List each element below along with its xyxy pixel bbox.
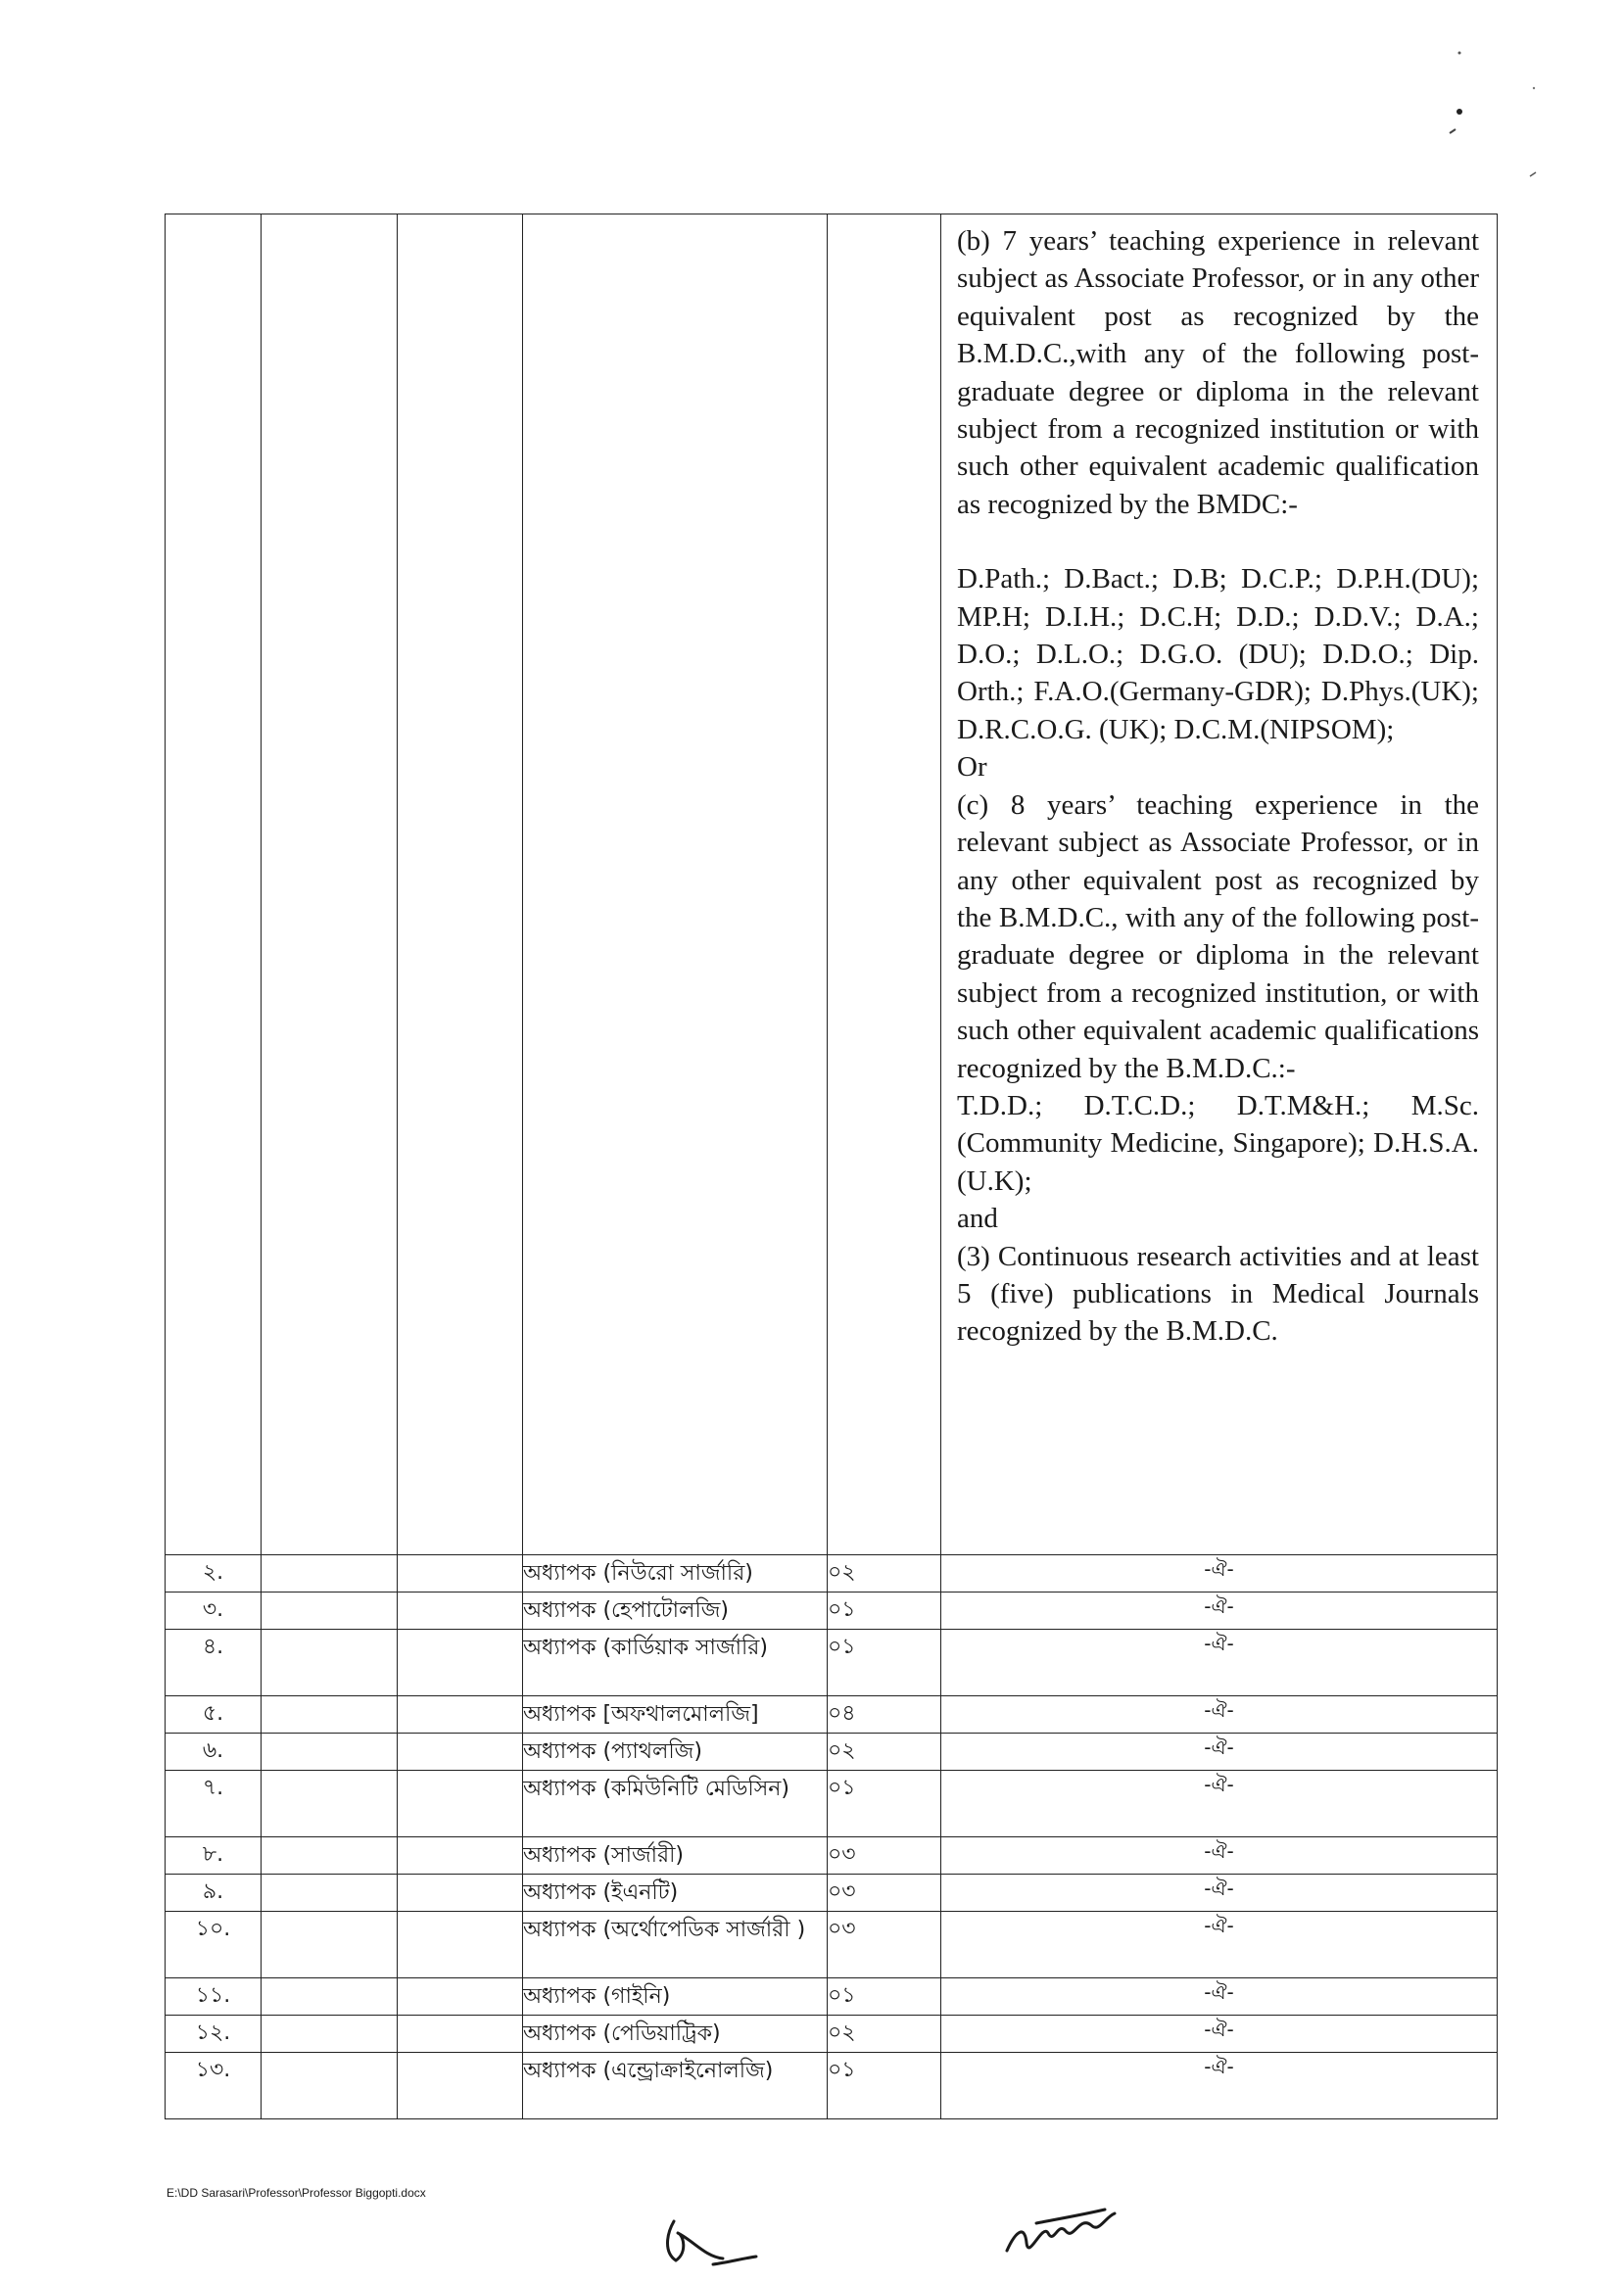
post-cell: অধ্যাপক (কমিউনিটি মেডিসিন) — [523, 1771, 828, 1837]
serial-cell: ৬. — [166, 1734, 262, 1771]
post-cell: অধ্যাপক (অর্থোপেডিক সার্জারী ) — [523, 1912, 828, 1978]
blank-cell — [398, 1771, 523, 1837]
count-cell: ০২ — [828, 1555, 941, 1593]
blank-cell — [398, 1630, 523, 1696]
blank-cell — [398, 1734, 523, 1771]
table-row — [166, 2016, 1498, 2053]
qualification-cell: -ঐ- — [941, 1837, 1498, 1875]
table-row-continued — [166, 214, 1498, 1555]
serial-cell: ৮. — [166, 1837, 262, 1875]
post-cell: অধ্যাপক (ইএনটি) — [523, 1875, 828, 1912]
blank-cell — [398, 1593, 523, 1630]
blank-cell — [398, 214, 523, 1555]
count-cell: ০১ — [828, 1630, 941, 1696]
serial-cell: ৪. — [166, 1630, 262, 1696]
blank-cell — [398, 1912, 523, 1978]
blank-cell — [262, 2016, 398, 2053]
qualification-cell: -ঐ- — [941, 1630, 1498, 1696]
blank-cell — [398, 1696, 523, 1734]
blank-cell — [262, 1734, 398, 1771]
qualification-cell: -ঐ- — [941, 1555, 1498, 1593]
count-cell: ০৩ — [828, 1837, 941, 1875]
table-row — [166, 1696, 1498, 1734]
count-cell: ০২ — [828, 1734, 941, 1771]
blank-cell — [398, 1555, 523, 1593]
blank-cell — [262, 2053, 398, 2119]
qualification-paragraph: Or — [957, 751, 987, 784]
qualification-cell: -ঐ- — [941, 2053, 1498, 2119]
handwritten-initial-signature — [654, 2213, 762, 2272]
blank-cell — [262, 1593, 398, 1630]
table-row — [166, 1771, 1498, 1837]
count-cell: ০৪ — [828, 1696, 941, 1734]
count-cell — [828, 214, 941, 1555]
blank-cell — [262, 1837, 398, 1875]
table-row — [166, 1593, 1498, 1630]
table-row — [166, 1875, 1498, 1912]
qualification-cell — [941, 214, 1498, 1555]
count-cell: ০৩ — [828, 1912, 941, 1978]
post-cell: অধ্যাপক (গাইনি) — [523, 1978, 828, 2016]
post-cell: অধ্যাপক (কার্ডিয়াক সার্জারি) — [523, 1630, 828, 1696]
post-cell: অধ্যাপক [অফথালমোলজি] — [523, 1696, 828, 1734]
serial-cell — [166, 214, 262, 1555]
document-page — [165, 214, 1497, 2119]
qualification-paragraph: T.D.D.; D.T.C.D.; D.T.M&H.; M.Sc. (Community Medicine, Singapore); D.H.S.A.(U.K); — [957, 1089, 1479, 1197]
serial-cell: ১১. — [166, 1978, 262, 2016]
count-cell: ০১ — [828, 2053, 941, 2119]
serial-cell: ১৩. — [166, 2053, 262, 2119]
post-cell: অধ্যাপক (এন্ড্রোক্রাইনোলজি) — [523, 2053, 828, 2119]
blank-cell — [262, 1771, 398, 1837]
blank-cell — [262, 1555, 398, 1593]
qualification-paragraph: (3) Continuous research activities and at least 5 (five) publications in Medical Journals recognized by the B.M.D.C. — [957, 1240, 1479, 1348]
blank-cell — [398, 2016, 523, 2053]
serial-cell: ১২. — [166, 2016, 262, 2053]
blank-cell — [262, 214, 398, 1555]
file-path-footer: E:\DD Sarasari\Professor\Professor Biggopti.docx — [167, 2186, 426, 2200]
blank-cell — [262, 1912, 398, 1978]
table-row — [166, 1912, 1498, 1978]
blank-cell — [398, 1978, 523, 2016]
blank-cell — [398, 1837, 523, 1875]
count-cell: ০৩ — [828, 1875, 941, 1912]
table-row — [166, 1555, 1498, 1593]
post-cell: অধ্যাপক (হেপাটোলজি) — [523, 1593, 828, 1630]
post-cell: অধ্যাপক (পেডিয়াট্রিক) — [523, 2016, 828, 2053]
qualification-cell: -ঐ- — [941, 1593, 1498, 1630]
scan-marks — [1430, 39, 1548, 196]
post-cell: অধ্যাপক (সার্জারী) — [523, 1837, 828, 1875]
serial-cell: ১০. — [166, 1912, 262, 1978]
count-cell: ০২ — [828, 2016, 941, 2053]
serial-cell: ৯. — [166, 1875, 262, 1912]
post-cell: অধ্যাপক (নিউরো সার্জারি) — [523, 1555, 828, 1593]
blank-cell — [398, 1875, 523, 1912]
serial-cell: ৫. — [166, 1696, 262, 1734]
blank-cell — [262, 1875, 398, 1912]
count-cell: ০১ — [828, 1978, 941, 2016]
qualification-cell: -ঐ- — [941, 1734, 1498, 1771]
qualification-cell: -ঐ- — [941, 1912, 1498, 1978]
post-cell — [523, 214, 828, 1555]
qualification-cell: -ঐ- — [941, 1978, 1498, 2016]
count-cell: ০১ — [828, 1771, 941, 1837]
table-row — [166, 1734, 1498, 1771]
posts-table — [165, 214, 1498, 2119]
post-cell: অধ্যাপক (প্যাথলজি) — [523, 1734, 828, 1771]
posts-table-body — [166, 214, 1498, 2119]
qualification-paragraph: (b) 7 years’ teaching experience in relevant subject as Associate Professor, or in any other equivalent post as recognized by the B.M.D.C.,with any of the following post-graduate degree or diploma in the relevant subject from a recognized institution or with such other equivalent academic qualification as recognized by the BMDC:- — [957, 225, 1479, 520]
qualification-cell: -ঐ- — [941, 1696, 1498, 1734]
blank-cell — [398, 2053, 523, 2119]
qualification-cell: -ঐ- — [941, 1875, 1498, 1912]
blank-cell — [262, 1978, 398, 2016]
handwritten-signature — [997, 2204, 1124, 2272]
serial-cell: ৭. — [166, 1771, 262, 1837]
blank-cell — [262, 1630, 398, 1696]
qualification-paragraph: (c) 8 years’ teaching experience in the relevant subject as Associate Professor, or in any other equivalent post as recognized by the B.M.D.C., with any of the following post-graduate degree or diploma in the relevant subject from a recognized institution, or with such other equivalent academic qualifications recognized by the B.M.D.C.:- — [957, 788, 1479, 1084]
qualification-text — [941, 214, 1497, 1351]
blank-cell — [262, 1696, 398, 1734]
qualification-cell: -ঐ- — [941, 1771, 1498, 1837]
qualification-paragraph: and — [957, 1203, 998, 1235]
table-row — [166, 2053, 1498, 2119]
table-row — [166, 1630, 1498, 1696]
serial-cell: ২. — [166, 1555, 262, 1593]
serial-cell: ৩. — [166, 1593, 262, 1630]
paragraph-gap — [957, 523, 1479, 560]
qualification-cell: -ঐ- — [941, 2016, 1498, 2053]
table-row — [166, 1978, 1498, 2016]
count-cell: ০১ — [828, 1593, 941, 1630]
qualification-paragraph: D.Path.; D.Bact.; D.B; D.C.P.; D.P.H.(DU); MP.H; D.I.H.; D.C.H; D.D.; D.D.V.; D.A.; D.O.; D.L.O.; D.G.O. (DU); D.D.O.; Dip. Orth.; F.A.O.(Germany-GDR); D.Phys.(UK); D.R.C.O.G. (UK); D.C.M.(NIPSOM); — [957, 563, 1479, 745]
table-row — [166, 1837, 1498, 1875]
